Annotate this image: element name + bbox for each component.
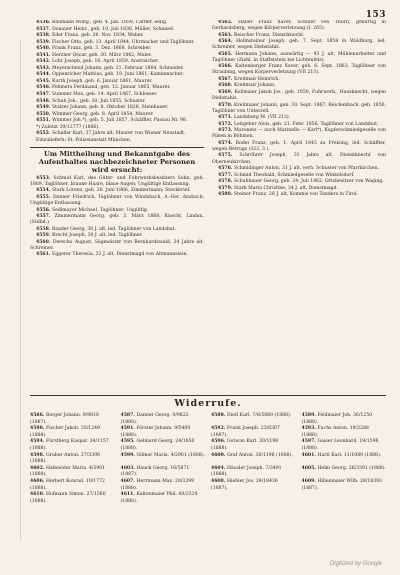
entry	[212, 128, 386, 140]
entry-number: 4575.	[218, 153, 240, 159]
widerruf-text: Frank Joseph. 23/6307 (1887).	[211, 426, 280, 438]
widerruf-item	[30, 413, 115, 426]
entry-text: Brecht Joseph, 30 J. alt, led. Taglöhner.	[51, 233, 143, 239]
widerruf-item	[211, 439, 296, 452]
entry-number: 4557.	[36, 214, 55, 220]
entry	[212, 33, 386, 39]
entry-text: Stalzer Johann, geb. 8. Oktober 1826, Steinhauer.	[51, 105, 169, 111]
entry-text: Stark Lorenz, geb. 20. Juni 1866, Zimmermann; Steckbrief.	[51, 188, 191, 194]
widerruf-text: Gebhard Georg. 24/1650 (1888).	[120, 439, 195, 451]
widerruf-text: Gilmer Maria. 4/2901 (1888).	[136, 452, 205, 458]
entry-text: Einzuliefern: St. Polizeianstalt München.	[36, 137, 132, 143]
entry	[30, 252, 204, 258]
widerruf-number: 4597.	[301, 439, 318, 445]
entry-text: Kollmaier Jakob Jos., geb. 1850, Fuhrwerk., Hausknecht, wegen Diebstahls.	[212, 90, 386, 102]
widerruf-text: Fürstberg Kaspar. 34/1157 (1888).	[30, 439, 109, 451]
widerruf-item	[121, 426, 206, 439]
entry	[30, 53, 204, 59]
widerruf-number: 4611.	[120, 492, 137, 498]
widerruf-number: 4591.	[120, 426, 137, 432]
entry-number: 4538.	[36, 33, 52, 39]
widerruf-text: Graf Anton. 30/1196 (1888).	[226, 452, 293, 458]
entry	[212, 39, 386, 51]
entry-number: 4569.	[218, 90, 235, 96]
widerruf-number: 4595.	[120, 439, 137, 445]
entry	[212, 122, 386, 128]
widerruf-text: Dietl Karl. 7/8/5880 (1888).	[226, 413, 292, 418]
entry	[212, 52, 386, 64]
entry	[212, 141, 386, 153]
entry-number: 4570.	[218, 102, 234, 108]
widerruf-item	[211, 413, 296, 426]
entry-number: 4562.	[218, 20, 239, 25]
entry-number: 4565.	[218, 51, 236, 57]
widerruf-number: 4600.	[211, 452, 227, 458]
entry	[30, 131, 204, 137]
entry-number: 4542.	[36, 59, 52, 65]
entry-text: Donauer Heinr., geb. 10. Juli 1836, Müller, Schmied.	[51, 26, 175, 32]
widerruf-number: 4608.	[211, 478, 227, 484]
entry	[30, 59, 204, 65]
entry-text: Kaltenberger Franz Xaver, geb. 6. Sept. 1863, Taglöhner von Straubing, wegen Körperverletzung (VII 213).	[212, 64, 386, 76]
entry-text: Zimmermann Georg, geb. 3. März 1868, Knecht, Lindau. (Stdbd.).	[30, 214, 204, 226]
widerruf-number: 4607.	[120, 478, 137, 484]
widerruf-item	[121, 492, 206, 505]
widerruf-item	[30, 479, 115, 492]
entry-text: Hermann Johann, auswärtig — 43 J. alt, Mühlenarbeiter und Taglöhner (Ziehl. in Staffelstein bei Lichtenfels).	[212, 51, 386, 63]
entry	[30, 72, 204, 78]
widerruf-item	[302, 479, 387, 492]
entry	[212, 166, 386, 172]
entry-text: Lohr Joseph, geb. 16. April 1859, Anstreicher.	[51, 59, 159, 65]
entry-text: Sedlmayer Michael, Taglöhner; Ungültig.	[51, 207, 149, 213]
entry	[212, 103, 386, 115]
entry-number: 4577.	[218, 172, 234, 178]
entry	[212, 20, 386, 32]
entry-number: 4546.	[36, 85, 52, 91]
widerruf-text: Hartl Karl. 11/1089 (1888).	[317, 452, 382, 458]
widerruf-number: 4605.	[301, 465, 318, 471]
widerruf-text: Gaiser Leonhard. 19/1598 (1888).	[301, 439, 379, 451]
entry-text: Schaller Karl, 37 Jahre alt, Maurer von Wiener Neustadt.	[51, 131, 186, 137]
entry-number: 4571.	[218, 115, 234, 121]
widerruf-item	[121, 439, 206, 452]
widerruf-number: 4599.	[120, 452, 137, 458]
entry	[212, 153, 386, 165]
entry	[30, 85, 204, 91]
entry-text: Leitgeber Alois, geb. 21. Febr. 1856, Taglöhner von Landshut.	[233, 121, 379, 127]
entry-text: Haber Franz Xaver, Schüler von Thurn, gebürtig in Gerhardsberg, wegen Körperverletzung (I. 265).	[212, 20, 386, 32]
widerruf-item	[121, 453, 206, 466]
entry-text: Frank Franz, geb. 3. Dez. 1868, Schreiber.	[51, 46, 152, 52]
entry	[30, 99, 204, 105]
widerruf-number: 4589.	[301, 413, 318, 418]
entry-text: Stark Maria Christine, 34 J. alt, Dienstmagd.	[233, 185, 339, 191]
widerruf-number: 4602.	[30, 465, 46, 471]
widerruf-text: Hauck Georg. 16/5871 (1887).	[120, 465, 190, 478]
widerruf-item	[30, 453, 115, 466]
entry-number: 4556.	[36, 207, 52, 213]
entry-text: Eder Franz, geb. 26. Nov. 1834, Weber.	[51, 33, 144, 39]
entry-text: Wimmer Joh.*), geb. 5. Juli 1857, Schäffler, Passau Nr. 98.	[51, 118, 188, 124]
entry-text: *) Zuletzt 39/12777 (1886).	[36, 124, 100, 130]
entry-number: 4563.	[218, 32, 234, 38]
divider	[30, 395, 386, 396]
entry	[212, 115, 386, 121]
entry-number: 4560.	[36, 239, 53, 245]
entry-number: 4547.	[36, 92, 52, 98]
divider	[30, 147, 204, 148]
entry-text: Eggerer Theresia, 32 J. alt, Dienstmagd von Altmannstein.	[51, 252, 189, 258]
entry	[30, 46, 204, 52]
widerruf-item	[211, 453, 296, 466]
widerruf-text: Kaltenmaier Phil. 60/2324 (1888).	[120, 492, 198, 504]
widerruf-number: 4603.	[120, 465, 137, 471]
widerruf-item	[302, 453, 387, 466]
entry	[30, 188, 204, 194]
entry-text: Kreitmaier Johann, geb. 30. Sept. 1867, Reichenbach, geb. 1856, Taglöhner von Unterzell.	[212, 102, 386, 114]
entry	[212, 90, 386, 102]
entry	[30, 195, 204, 207]
entry-text: Schmid Theobald, Schmiedgeselle von Winkelsdorf.	[233, 172, 355, 178]
widerruf-item	[211, 479, 296, 492]
entry-list-right	[212, 20, 386, 198]
entry-text: Schmid Karl, des Güter- und Fuhrwerksbesitzers Sohn, geb. 1869, Taglöhner, braune Haare, blaue Augen; Ungültige Entlassung.	[30, 175, 204, 187]
section-heading: Um Mittheilung und Bekanntgabe des Aufenthaltes nachbezeichneter Personen wird ersucht:	[38, 149, 196, 174]
widerruf-item	[302, 439, 387, 452]
widerruf-item	[211, 426, 296, 439]
entry	[30, 125, 204, 131]
entry-number: 4572.	[218, 121, 234, 127]
widerruf-number: 4592.	[211, 426, 227, 432]
entry	[30, 227, 204, 233]
watermark: Digitized by Google	[329, 561, 382, 567]
entry-text: Wimmer Georg, geb. 8. April 1854, Maurer.	[51, 111, 154, 117]
entry-number: 4566.	[218, 64, 236, 70]
entry	[212, 192, 386, 198]
entry-list-left-2	[30, 176, 204, 259]
entry-text: Beischer Franz, Dienstknecht.	[233, 32, 305, 38]
widerruf-text: Helm Georg. 26/3301 (1888).	[317, 465, 386, 471]
entry	[30, 138, 204, 144]
entry-number: 4544.	[36, 72, 52, 78]
entry-text: Kreitmair Heinrich.	[233, 76, 280, 82]
entry-number: 4551.	[36, 118, 52, 124]
entry-text: Pehmers Ferdinand, geb. 12. Januar 1865, Maurer.	[51, 85, 171, 91]
entry-number: 4580.	[218, 192, 234, 198]
entry	[212, 179, 386, 185]
entry	[30, 27, 204, 33]
entry	[30, 66, 204, 72]
entry-text: Baader Georg, 30 J. alt, led. Taglöhner von Landshut.	[51, 226, 177, 232]
widerruf-text: Fuchs Anton. 19/2288 (1888).	[301, 426, 369, 438]
entry-text: Schuhbauer Georg, geb. 24. Juli 1862, Ortsbesitzer von Waging.	[233, 179, 384, 185]
entry	[30, 92, 204, 98]
entry-number: 4545.	[36, 78, 52, 84]
widerruf-text: Herbert Konrad. 10/1772 (1888).	[30, 478, 105, 491]
entry	[30, 176, 204, 188]
entry-text: Meyerschmid Johann, geb. 21. Februar 1864, Schneider.	[51, 65, 184, 71]
widerruf-item	[121, 413, 206, 426]
entry-text: Steiner Franz, 28 J. alt, Kommis von Tanders in Tirol.	[233, 192, 358, 198]
widerruf-text: Fischer Jakob. 35/1249 (1888).	[30, 426, 100, 438]
widerruf-text: Feldmaier Joh. 36/1250 (1888).	[301, 413, 373, 425]
entry-text: Baumann Wolfg., geb. 4. Jan. 1859, Cattler, ledig.	[51, 20, 168, 25]
entry-number: 4559.	[36, 233, 52, 239]
entry-text: Oppenricher Mathias, geb. 19. Juni 1861, Kaminmacher.	[51, 72, 184, 78]
widerruf-text: Hofmann Simon. 27/1560 (1888).	[30, 492, 106, 504]
widerruf-item	[30, 426, 115, 439]
entry	[30, 112, 204, 118]
widerruf-number: 4604.	[211, 465, 227, 471]
entry	[30, 118, 204, 124]
entry-number: 4540.	[36, 46, 52, 52]
entry-text: Schuh Joh., geb. 30. Juli 1855, Schuster.	[51, 98, 146, 104]
entry-text: Landsberg M. (VII 213).	[233, 115, 291, 121]
widerruf-text: Gotwan Karl. 30/1198 (1888).	[211, 439, 279, 451]
entry-number: 4553.	[36, 175, 54, 181]
entry-text: Herzner Oscar, geb. 30. März 1862, Maler.	[51, 52, 152, 58]
widerruf-number: 4601.	[301, 452, 318, 458]
entry-number: 4579.	[218, 185, 234, 191]
entry-text: Kurth Joseph, geb. 6. Januar 1861, Maurer.	[51, 78, 153, 84]
widerruf-number: 4609.	[301, 478, 318, 484]
entry-text: Fischer Otto, geb. 13. April 1844, Uhrmacher und Taglöhner.	[51, 39, 195, 45]
entry-text: Hollnsteiner Joseph, geb. 7. Sept. 1858 in Waldburg, led. Schreiner, wegen Diebstahls.	[212, 39, 386, 51]
widerruf-item	[211, 466, 296, 479]
widerruf-number: 4594.	[30, 439, 46, 445]
entry	[30, 40, 204, 46]
entry-number: 4573.	[218, 128, 235, 134]
entry-number: 4555.	[36, 195, 53, 201]
widerruf-item	[302, 466, 387, 479]
page-gutter	[6, 40, 21, 540]
entry-number: 4549.	[36, 105, 52, 111]
widerruf-item	[121, 479, 206, 492]
widerruf-number: 4588.	[211, 413, 227, 418]
entry-number: 4554.	[36, 188, 52, 194]
widerruf-number: 4586.	[30, 413, 46, 418]
entry-text: Derecho August, Sägmeister von Bernhardswald, 34 Jahre alt, Schreiner.	[30, 239, 204, 251]
entry-text: Summer Max, geb. 14. April 1867, Schlosser.	[51, 92, 158, 98]
widerruf-text: Häusler Joseph. 7/3491 (1888).	[211, 465, 282, 478]
widerruf-number: 4596.	[211, 439, 227, 445]
entry	[30, 33, 204, 39]
entry-text: Maronetz — auch Marinello — Karl*), Kupferschmiedgeselle von Pilsen in Böhmen.	[212, 128, 386, 140]
entry	[30, 233, 204, 239]
widerruf-text: Hiebler Jos. 24/18436 (1887).	[211, 478, 278, 491]
right-column	[212, 20, 386, 392]
widerruf-item	[302, 413, 387, 426]
entry-number: 4543.	[36, 65, 52, 71]
widerruf-number: 4590.	[30, 426, 46, 432]
widerruf-item	[30, 466, 115, 479]
entry-number: 4552.	[36, 131, 52, 137]
entry-text: Kreitmair Johann.	[233, 83, 276, 89]
entry-number: 4576.	[218, 166, 234, 172]
entry-number: 4561.	[36, 252, 52, 258]
entry	[212, 83, 386, 89]
entry-text: Schmidinger Anton, 31 J. alt, verh. Schuster von Pfarrkirchen.	[233, 166, 380, 172]
entry-number: 4550.	[36, 111, 52, 117]
entry-number: 4564.	[218, 39, 237, 45]
widerruf-item	[302, 426, 387, 439]
widerrufe-heading: Widerrufe.	[174, 398, 242, 409]
widerruf-number: 4606.	[30, 478, 46, 484]
entry	[212, 186, 386, 192]
entry-text: Rodei Franz, geb. 1. April 1845 zu Freising, led. Schäffler, wegen Betrugs (322. 3.).	[212, 140, 386, 152]
widerruf-number: 4610.	[30, 492, 46, 498]
entry-number: 4558.	[36, 226, 52, 232]
entry	[212, 64, 386, 76]
page-number: 153	[365, 10, 386, 20]
entry-number: 4536.	[36, 20, 52, 25]
entry-number: 4578.	[218, 179, 234, 185]
widerruf-text: Förster Johann. 9/5400 (1888).	[120, 426, 191, 438]
entry	[212, 173, 386, 179]
entry-list-left	[30, 20, 204, 144]
widerruf-item	[121, 466, 206, 479]
entry	[30, 208, 204, 214]
widerruf-item	[30, 439, 115, 452]
widerruf-number: 4587.	[120, 413, 137, 418]
entry	[30, 240, 204, 252]
widerruf-item	[30, 492, 115, 505]
two-column-body	[30, 20, 386, 392]
entry-number: 4537.	[36, 26, 52, 32]
entry-number: 4574.	[218, 140, 236, 146]
widerruf-text: Berger Johann. 9/9818 (1887).	[30, 413, 99, 425]
left-column	[30, 20, 204, 392]
entry-number: 4541.	[36, 52, 52, 58]
widerruf-text: Gruber Anton. 27/3398 (1888).	[30, 452, 100, 465]
entry-text: Danner Friedrich, Taglöhner von Windsbach, A.-Ger. Ansbach; Ungültige Entlassung.	[30, 195, 204, 207]
widerruf-number: 4593.	[301, 426, 318, 432]
entry-number: 4567.	[218, 76, 234, 82]
entry	[30, 105, 204, 111]
entry-text: Schröhrer Joseph, 31 Jahre alt, Dienstknecht von Oberneukirchen.	[212, 153, 386, 165]
widerruf-text: Herrmann Max. 28/3299 (1888).	[120, 478, 195, 491]
widerruf-number: 4598.	[30, 452, 46, 458]
widerrufe-table	[30, 413, 386, 505]
widerruf-text: Danner Georg. 9/9822 (1888).	[120, 413, 189, 425]
widerruf-text: Hafenöder Maria. 4/2901 (1888).	[30, 465, 106, 478]
entry-number: 4548.	[36, 98, 52, 104]
entry	[30, 20, 204, 26]
entry-number: 4568.	[218, 83, 234, 89]
entry	[30, 214, 204, 226]
widerruf-text: Hillenmaier Wilh. 28/18393 (1887).	[301, 478, 382, 491]
entry-number: 4539.	[36, 39, 52, 45]
